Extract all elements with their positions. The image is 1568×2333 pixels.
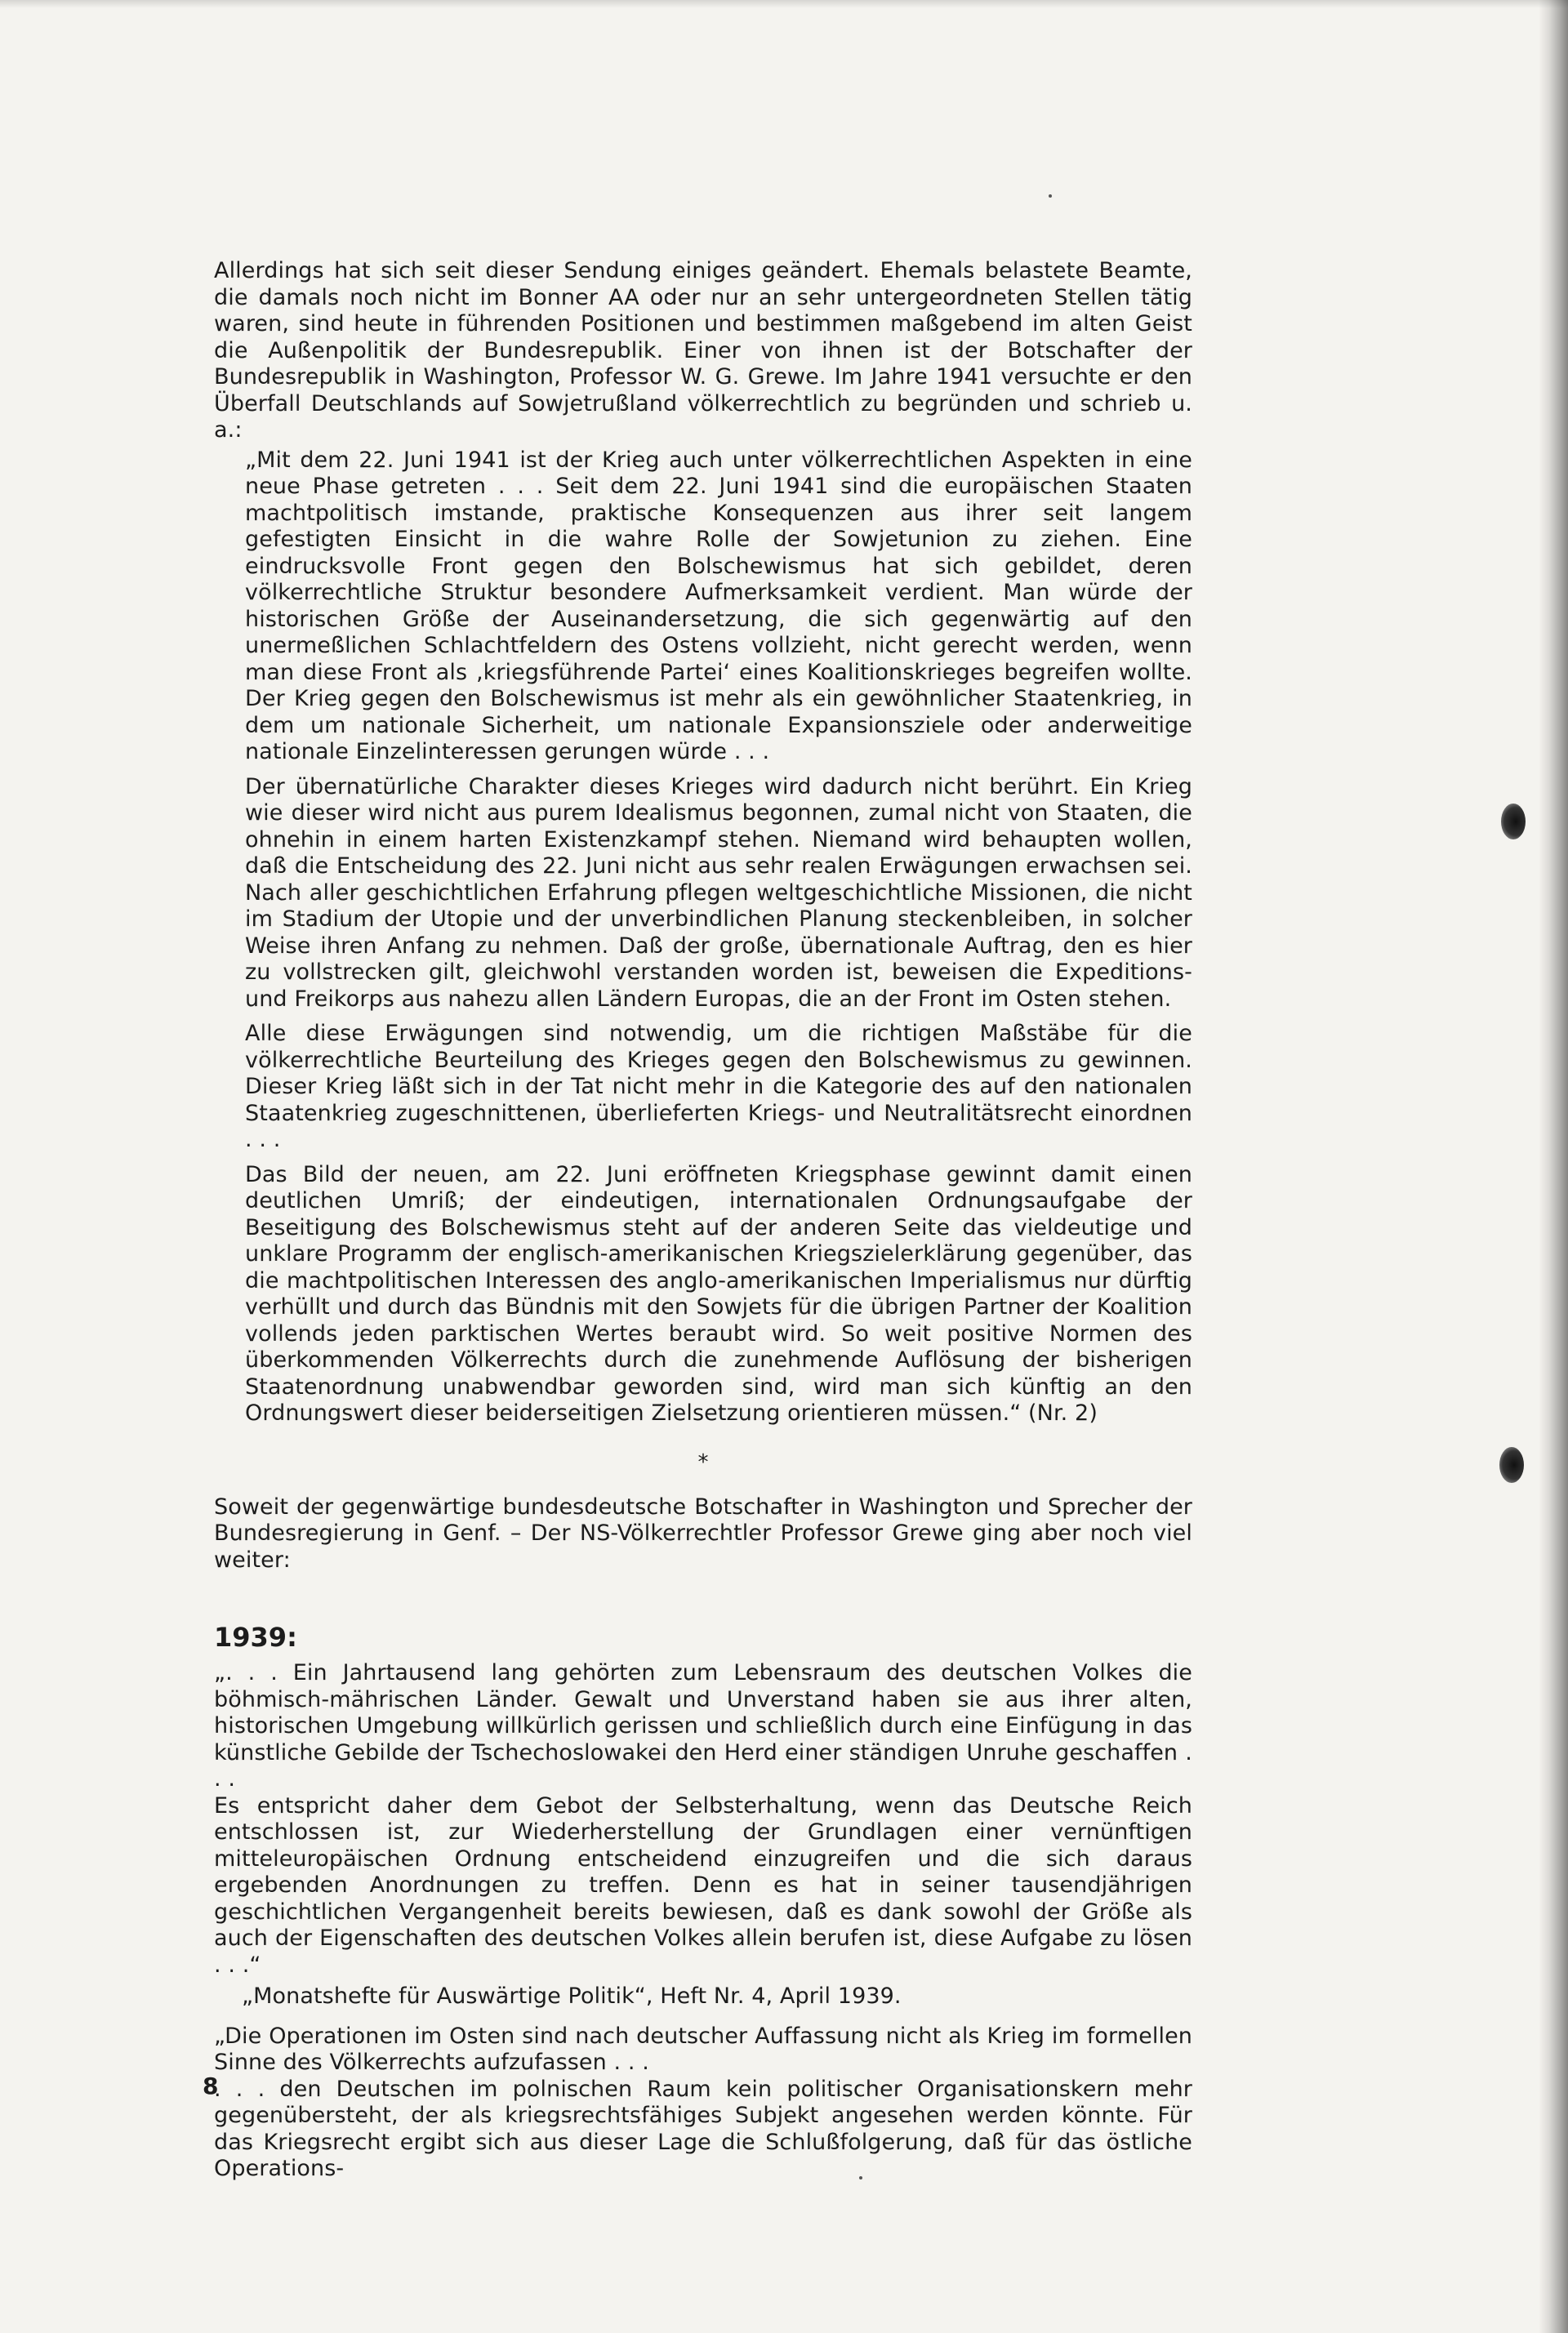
binder-hole-lower — [1499, 1447, 1524, 1483]
scan-top-shadow — [0, 0, 1568, 8]
source-citation-1939: „Monatshefte für Auswärtige Politik“, Heft Nr. 4, April 1939. — [242, 1983, 902, 2009]
quote-block-operations — [214, 2024, 1192, 2183]
scan-edge-shadow — [1539, 0, 1568, 2333]
year-heading-1939: 1939: — [214, 1622, 297, 1653]
quote-block-1939 — [214, 1660, 1192, 1979]
binder-hole-upper — [1501, 804, 1526, 839]
quote-1941-paragraph-2: Der übernatürliche Charakter dieses Krieges wird dadurch nicht berührt. Ein Krieg wie dieser wird nicht aus purem Idealismus begonnen, zumal nicht von Staaten, die ohnehin in einem harten Existenzkampf stehen. Niemand wird behaupten wollen, daß die Entscheidung des 22. Juni nicht aus sehr realen Erwägungen erwachsen sei. Nach aller geschichtlichen Erfahrung pflegen weltgeschichtliche Missionen, die nicht im Stadium der Utopie und der unverbindlichen Planung steckenbleiben, in solcher Weise ihren Anfang zu nehmen. Daß der große, übernationale Auftrag, den es hier zu vollstrecken gilt, gleichwohl verstanden worden ist, beweisen die Expeditions- und Freikorps aus nahezu allen Ländern Europas, die an der Front im Osten stehen. — [245, 773, 1192, 1012]
quote-1941-paragraph-4: Das Bild der neuen, am 22. Juni eröffneten Kriegsphase gewinnt damit einen deutlichen Umriß; der eindeutigen, internationalen Ordnungsaufgabe der Beseitigung des Bolschewismus steht auf der anderen Seite das vieldeutige und unklare Programm der englisch-amerikanischen Kriegszielerklärung gegenüber, das die machtpolitischen Interessen des anglo-amerikanischen Imperialismus nur dürftig verhüllt und durch das Bündnis mit den Sowjets für die übrigen Partner der Koalition vollends jeden parktischen Wertes beraubt wird. So weit positive Normen des überkommenden Völkerrechts durch die zunehmende Auflösung der bisherigen Staatenordnung unabwendbar geworden sind, wird man sich künftig an den Ordnungswert dieser beiderseitigen Zielsetzung orientieren müssen.“ (Nr. 2) — [245, 1161, 1192, 1426]
quote-1941-paragraph-3: Alle diese Erwägungen sind notwendig, um die richtigen Maßstäbe für die völkerrechtliche Beurteilung des Krieges gegen den Bolschewismus zu gewinnen. Dieser Krieg läßt sich in der Tat nicht mehr in die Kategorie des auf den nationalen Staatenkrieg zugeschnittenen, überlieferten Kriegs- und Neutralitätsrecht einordnen . . . — [245, 1021, 1192, 1152]
quote-operations-paragraph-1: „Die Operationen im Osten sind nach deutscher Auffassung nicht als Krieg im formellen Sinne des Völkerrechts aufzufassen . . . — [214, 2023, 1192, 2075]
document-page — [214, 258, 1192, 2183]
quote-1939-paragraph-2: Es entspricht daher dem Gebot der Selbsterhaltung, wenn das Deutsche Reich entschlossen ist, zur Wiederherstellung der Grundlagen einer vernünftigen mitteleuropäischen Ordnung entscheidend einzugreifen und die sich daraus ergebenden Anordnungen zu treffen. Denn es hat in seiner tausendjährigen geschichtlichen Vergangenheit bereits bewiesen, daß es dank sowohl der Größe als auch der Eigenschaften des deutschen Volkes allein berufen ist, diese Aufgabe zu lösen . . .“ — [214, 1792, 1192, 1978]
intro-paragraph: Allerdings hat sich seit dieser Sendung einiges geändert. Ehemals belastete Beamte, die damals noch nicht im Bonner AA oder nur an sehr untergeordneten Stellen tätig waren, sind heute in führenden Positionen und bestimmen maßgebend im alten Geist die Außenpolitik der Bundesrepublik. Einer von ihnen ist der Botschafter der Bundesrepublik in Washington, Professor W. G. Grewe. Im Jahre 1941 versuchte er den Überfall Deutschlands auf Sowjetrußland völkerrechtlich zu begründen und schrieb u. a.: — [214, 258, 1192, 443]
transition-paragraph: Soweit der gegenwärtige bundesdeutsche Botschafter in Washington und Sprecher der Bundesregierung in Genf. – Der NS-Völkerrechtler Professor Grewe ging aber noch viel weiter: — [214, 1494, 1192, 1573]
section-separator: * — [697, 1449, 709, 1475]
scan-speck — [1049, 194, 1052, 198]
page-number: 8 — [203, 2073, 219, 2099]
quote-operations-paragraph-2: . . . den Deutschen im polnischen Raum kein politischer Organisationskern mehr gegenübersteht, der als kriegsrechtsfähiges Subjekt angesehen werden könnte. Für das Kriegsrecht ergibt sich aus dieser Lage die Schlußfolgerung, daß für das östliche Operations- — [214, 2076, 1192, 2181]
quote-block-1941 — [245, 447, 1192, 1427]
quote-1941-paragraph-1: „Mit dem 22. Juni 1941 ist der Krieg auch unter völkerrechtlichen Aspekten in eine neue Phase getreten . . . Seit dem 22. Juni 1941 sind die europäischen Staaten machtpolitisch imstande, praktische Konsequenzen aus ihrer seit langem gefestigten Einsicht in die wahre Rolle der Sowjetunion zu ziehen. Eine eindrucksvolle Front gegen den Bolschewismus hat sich gebildet, deren völkerrechtliche Struktur besondere Aufmerksamkeit verdient. Man würde der historischen Größe der Auseinandersetzung, die sich gegenwärtig auf den unermeßlichen Schlachtfeldern des Ostens vollzieht, nicht gerecht werden, wenn man diese Front als ‚kriegsführende Partei‘ eines Koalitionskrieges begreifen wollte. Der Krieg gegen den Bolschewismus ist mehr als ein gewöhnlicher Staatenkrieg, in dem um nationale Sicherheit, um nationale Expansionsziele oder anderweitige nationale Einzelinteressen gerungen würde . . . — [245, 447, 1192, 764]
quote-1939-paragraph-1: „. . . Ein Jahrtausend lang gehörten zum Lebensraum des deutschen Volkes die böhmisch-mährischen Länder. Gewalt und Unverstand haben sie aus ihrer alten, historischen Umgebung willkürlich gerissen und schließlich durch eine Einfügung in das künstliche Gebilde der Tschechoslowakei den Herd einer ständigen Unruhe geschaffen . . . — [214, 1660, 1192, 1792]
